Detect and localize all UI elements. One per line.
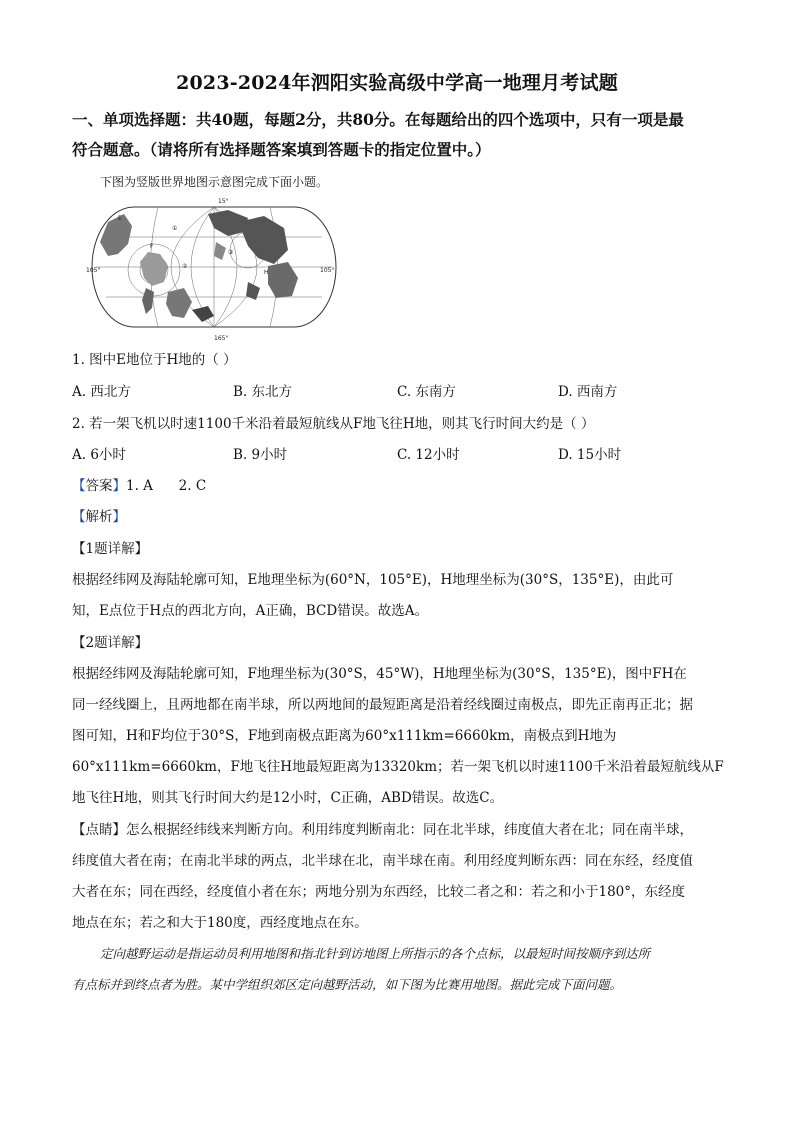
page-title: 2023-2024年泗阳实验高级中学高一地理月考试题 <box>176 72 618 94</box>
intro2-line: 定向越野运动是指运动员利用地图和指北针到访地图上所指示的各个点标，以最短时间按顺序到达所 <box>100 946 651 961</box>
q2-stem: 2. 若一架飞机以时速1100千米沿着最短航线从F地飞往H地，则其飞行时间大约是（ ） <box>72 416 595 432</box>
analysis-heading <box>72 505 126 525</box>
detail2-line: 图可知，H和F均位于30°S，F地到南极点距离为60°x111km=6660km，南极点到H地为 <box>72 728 617 744</box>
point-1: ① <box>172 225 178 232</box>
point-2: ② <box>182 263 188 270</box>
answer-bracket-open: 【 <box>72 478 86 494</box>
detail1-heading: 【1题详解】 <box>72 541 149 557</box>
point-e: E <box>118 215 122 222</box>
detail2-line: 根据经纬网及海陆轮廓可知，F地理坐标为(30°S，45°W)，H地理坐标为(30°S，135°E)，图中FH在 <box>72 666 687 682</box>
detail2-heading: 【2题详解】 <box>72 635 149 651</box>
label-105-left: 105° <box>86 267 101 274</box>
answer-tag: 答案 <box>85 478 113 494</box>
q2-option-a: A. 6小时 <box>72 447 126 463</box>
q1-option-d: D. 西南方 <box>558 384 618 400</box>
analysis-bracket-close: 】 <box>112 509 126 525</box>
detail1-line: 知，E点位于H点的西北方向，A正确，BCD错误。故选A。 <box>72 603 428 619</box>
label-165: 165° <box>214 335 229 342</box>
tip-tag: 【点睛】 <box>72 822 126 838</box>
q2-option-c: C. 12小时 <box>397 447 460 463</box>
tip-line-first <box>72 818 693 838</box>
tip-line: 怎么根据经纬线来判断方向。利用纬度判断南北：同在北半球，纬度值大者在北；同在南半球， <box>126 822 693 838</box>
detail2-line: 地飞往H地，则其飞行时间大约是12小时，C正确，ABD错误。故选C。 <box>72 790 504 806</box>
q2-option-b: B. 9小时 <box>233 447 288 463</box>
section-heading-line2: 符合题意。（请将所有选择题答案填到答题卡的指定位置中。） <box>72 140 491 159</box>
q1-option-c: C. 东南方 <box>397 384 456 400</box>
detail2-line: 60°x111km=6660km，F地飞往H地最短距离为13320km；若一架飞机以时速1100千米沿着最短航线从F <box>72 759 724 775</box>
q1-option-b: B. 东北方 <box>233 384 293 400</box>
world-map-figure <box>88 192 340 342</box>
answer-text: 1. A 2. C <box>126 478 207 494</box>
question-intro-1: 下图为竖版世界地图示意图完成下面小题。 <box>100 175 329 189</box>
q1-option-a: A. 西北方 <box>72 384 131 400</box>
point-3: ③ <box>228 249 234 256</box>
tip-line: 大者在东；同在西经，经度值小者在东；两地分别为东西经，比较二者之和：若之和小于180°，东经度 <box>72 884 686 900</box>
analysis-tag: 解析 <box>85 509 113 525</box>
answer-line <box>72 474 206 494</box>
section-heading-line1: 一、单项选择题：共40题，每题2分，共80分。在每题给出的四个选项中，只有一项是最 <box>72 110 684 129</box>
intro2-line: 有点标并到终点者为胜。某中学组织郊区定向越野活动，如下图为比赛用地图。据此完成下面问题。 <box>72 977 623 992</box>
q2-option-d: D. 15小时 <box>558 447 622 463</box>
tip-line: 地点在东；若之和大于180度，西经度地点在东。 <box>72 915 368 931</box>
point-f: F <box>150 243 154 250</box>
q1-stem: 1. 图中E地位于H地的（ ） <box>72 352 237 368</box>
point-h: H <box>264 269 269 276</box>
label-15: 15° <box>218 198 229 205</box>
detail2-line: 同一经线圈上，且两地都在南半球，所以两地间的最短距离是沿着经线圈过南极点，即先正南再正北；据 <box>72 697 693 713</box>
label-105-right: 105° <box>320 267 335 274</box>
answer-bracket-close: 】 <box>112 478 126 494</box>
detail1-line: 根据经纬网及海陆轮廓可知，E地理坐标为(60°N，105°E)，H地理坐标为(30°S，135°E)，由此可 <box>72 572 674 588</box>
tip-line: 纬度值大者在南；在南北半球的两点，北半球在北，南半球在南。利用经度判断东西：同在东经，经度值 <box>72 853 693 869</box>
analysis-bracket-open: 【 <box>72 509 86 525</box>
